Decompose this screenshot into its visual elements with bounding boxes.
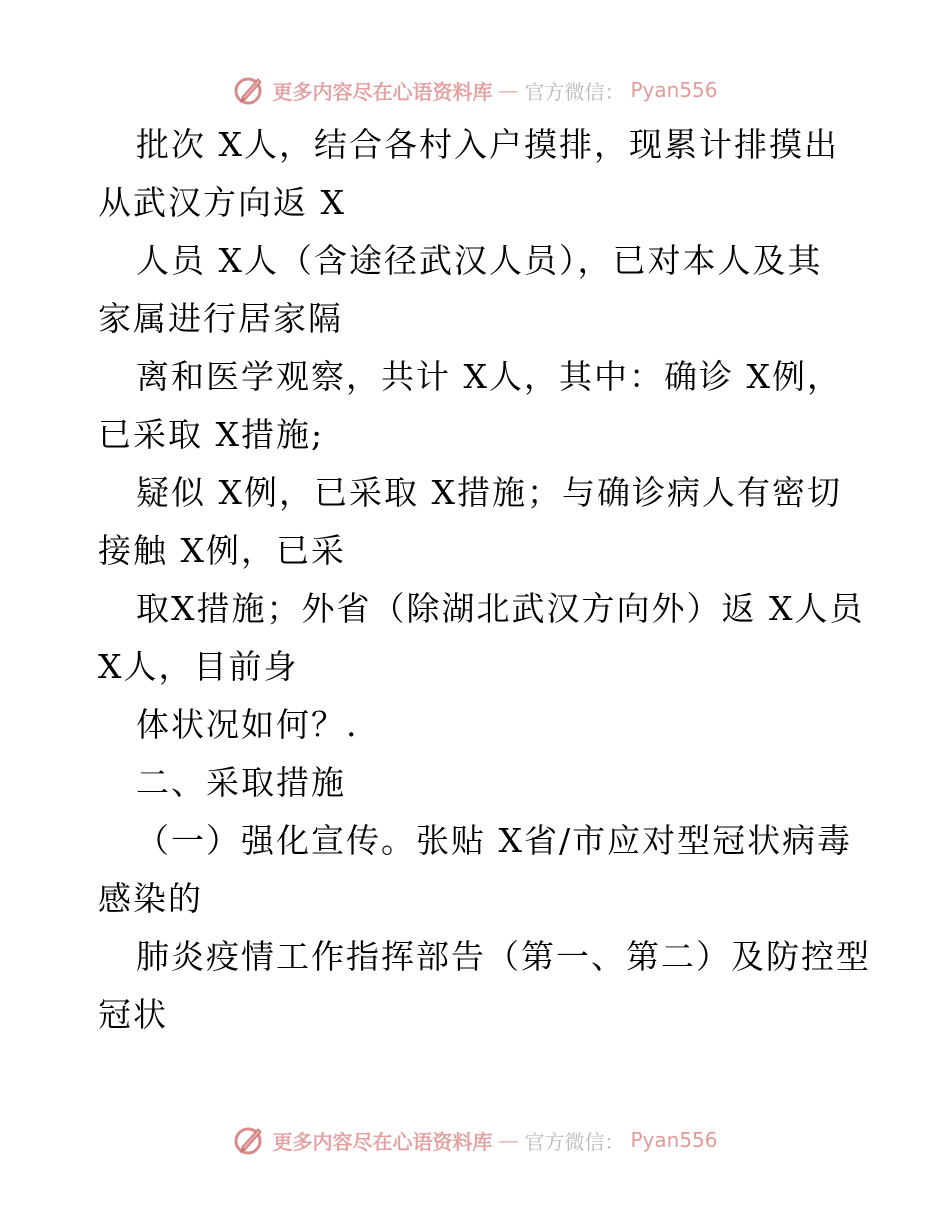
text-line: 感染的 — [98, 879, 203, 918]
text-line: 家属进行居家隔 — [98, 299, 343, 338]
text-line: 体状况如何？. — [136, 705, 359, 744]
text-line: 从武汉方向返 X — [98, 183, 346, 222]
text-line: 肺炎疫情工作指挥部告（第一、第二）及防控型 — [136, 937, 871, 976]
document-body — [98, 116, 871, 1044]
text-line: 人员 X人（含途径武汉人员），已对本人及其 — [136, 241, 823, 280]
text-line: 接触 X例，已采 — [98, 531, 346, 570]
watermark-site-text: 更多内容尽在心语资料库 — [272, 1129, 493, 1154]
text-line: （一）强化宣传。张贴 X省/市应对型冠状病毒 — [136, 821, 853, 860]
text-line: 批次 X人，结合各村入户摸排，现累计排摸出 — [136, 125, 839, 164]
watermark-dash: — — [498, 78, 519, 102]
footer-watermark — [0, 1120, 950, 1160]
text-line: 取X措施；外省（除湖北武汉方向外）返 X人员 — [136, 589, 865, 628]
text-line: 离和医学观察，共计 X人，其中：确诊 X例， — [136, 357, 842, 396]
pen-logo-icon — [232, 1123, 266, 1157]
pen-logo-icon — [232, 73, 266, 107]
watermark-official-label: 官方微信： — [524, 1129, 625, 1154]
watermark-wechat-id: Pyan556 — [630, 78, 718, 102]
watermark-site-text: 更多内容尽在心语资料库 — [272, 79, 493, 104]
watermark-official-label: 官方微信： — [524, 79, 625, 104]
text-line: 已采取 X措施; — [98, 415, 325, 454]
text-line: 二、采取措施 — [136, 763, 346, 802]
watermark-dash: — — [498, 1128, 519, 1152]
watermark-wechat-id: Pyan556 — [630, 1128, 718, 1152]
header-watermark — [0, 70, 950, 110]
text-line: 疑似 X例，已采取 X措施；与确诊病人有密切 — [136, 473, 842, 512]
text-line: X人，目前身 — [98, 647, 299, 686]
text-line: 冠状 — [98, 995, 168, 1034]
